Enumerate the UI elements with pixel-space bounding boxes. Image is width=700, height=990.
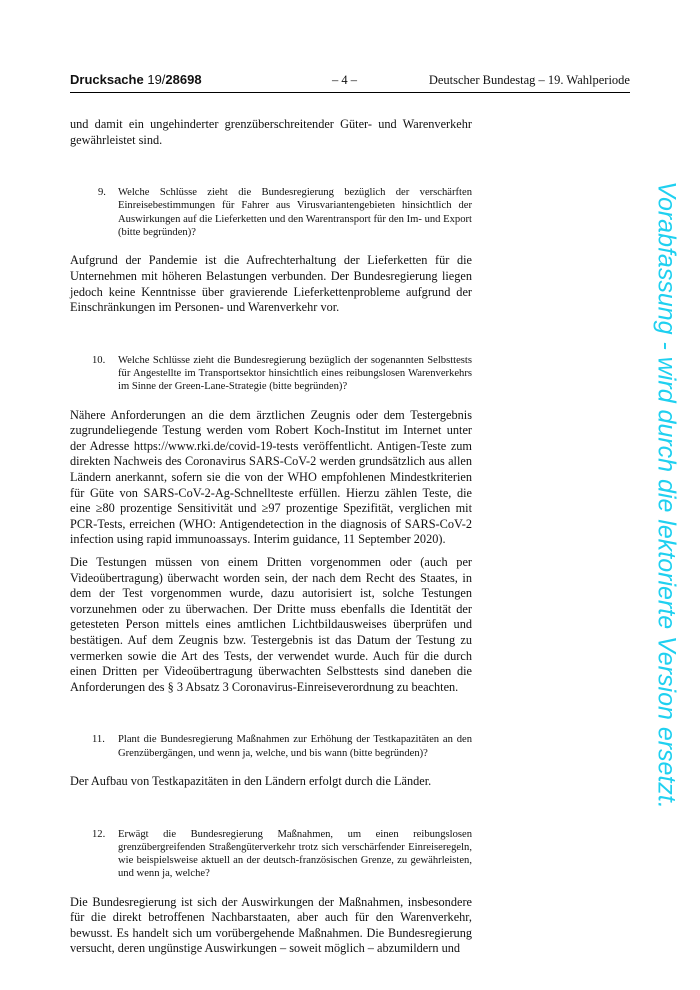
question-number: 10.: [92, 354, 106, 366]
answer-10-part-1: Nähere Anforderungen an die dem ärztlichen Zeugnis oder dem Testergebnis zugrundeliegende Testung werden vom Robert Koch-Institut im Internet unter der Adresse https://www.rki.de/covid-19-tests veröffentlicht. Antigen-Teste zum direkten Nachweis des Coronavirus SARS-CoV-2 werden grundsätzlich aus allen Ländern anerkannt, sofern sie die von der WHO empfohlenen Mindestkriterien für Güte von SARS-CoV-2-Ag-Schnellteste erfüllen. Hierzu zählen Teste, die eine ≥80 prozentige Sensitivität und ≥97 prozentige Spezifität, verglichen mit PCR-Tests, erreichen (WHO: Antigendetection in the diagnosis of SARS-CoV-2 infection using rapid immunoassays. Interim guidance, 11 September 2020).: [70, 407, 472, 547]
question-11: [92, 733, 472, 760]
question-text: Welche Schlüsse zieht die Bundesregierung bezüglich der sogenannten Selbsttests für Angestellte im Transportsektor hinsichtlich eines reibungslosen Warenverkehrs im Sinne der Green-Lane-Strategie (bitte begründen)?: [118, 354, 472, 393]
page-number: – 4 –: [332, 73, 357, 87]
question-number: 9.: [98, 187, 106, 199]
question-number: 11.: [92, 734, 105, 746]
doc-number: 28698: [165, 72, 202, 87]
answer-12: Die Bundesregierung ist sich der Auswirkungen der Maßnahmen, insbesondere für die direkt betroffenen Nachbarstaaten, aber auch für den Warenverkehr, bewusst. Es handelt sich um vorübergehende Maßnahmen. Die Bundesregierung versucht, deren ungünstige Auswirkungen – soweit möglich – abzumildern und: [70, 894, 472, 956]
question-text: Welche Schlüsse zieht die Bundesregierung bezüglich der verschärften Einreisebestimmungen für Fahrer aus Virusvariantengebieten hinsichtlich der Auswirkungen auf die Lieferketten und den Warentransport für den Im- und Export (bitte begründen)?: [118, 187, 472, 239]
question-10: [92, 354, 472, 394]
question-9: [98, 186, 472, 239]
draft-watermark: Vorabfassung - wird durch die lektorierte Version ersetzt.: [652, 181, 681, 809]
question-12: [92, 828, 472, 881]
question-text: Erwägt die Bundesregierung Maßnahmen, um einen reibungslosen grenzübergreifenden Straßengüterverkehr trotz sich verschärfender Einreiseregeln, wie beispielsweise aktuell an der deutsch-französischen Grenze, zu gewährleisten, und wenn ja, welche?: [118, 828, 472, 880]
question-text: Plant die Bundesregierung Maßnahmen zur Erhöhung der Testkapazitäten an den Grenzübergängen, und wenn ja, welche, und bis wann (bitte begründen)?: [118, 734, 472, 759]
document-body: [70, 117, 472, 957]
doc-label: Drucksache: [70, 72, 144, 87]
answer-11: Der Aufbau von Testkapazitäten in den Ländern erfolgt durch die Länder.: [70, 773, 432, 788]
answer-9: Aufgrund der Pandemie ist die Aufrechterhaltung der Lieferketten für die Unternehmen mit höheren Belastungen verbunden. Der Bundesregierung liegen jedoch keine Kenntnisse über gravierende Lieferkettenprobleme aufgrund der Einschränkungen im Personen- und Warenverkehr vor.: [70, 253, 472, 315]
document-number: [70, 72, 202, 88]
header-parliament: Deutscher Bundestag – 19. Wahlperiode: [428, 73, 630, 87]
doc-period: 19/: [147, 72, 166, 87]
page-header: [70, 72, 630, 93]
answer-10-part-2: Die Testungen müssen von einem Dritten vorgenommen oder (auch per Videoübertragung) überwacht worden sein, der nach dem Recht des Staates, in dem der Test vorgenommen wurde, dazu autorisiert ist, solche Testungen vorzunehmen oder zu überwachen. Der Dritte muss ebenfalls die Identität der getesteten Person mittels eines amtlichen Lichtbildausweises überprüfen und bestätigen. Auf dem Zeugnis bzw. Testergebnis ist das Datum der Testung zu vermerken sowie die Art des Tests, der verwendet wurde. Auch für die durch einen Dritten per Videoübertragung überwachten Selbsttests sind daneben die Anforderungen des § 3 Absatz 3 Coronavirus-Einreiseverordnung zu beachten.: [70, 554, 472, 694]
question-number: 12.: [92, 828, 106, 840]
answer-continuation: und damit ein ungehinderter grenzüberschreitender Güter- und Warenverkehr gewährleistet sind.: [70, 117, 472, 147]
